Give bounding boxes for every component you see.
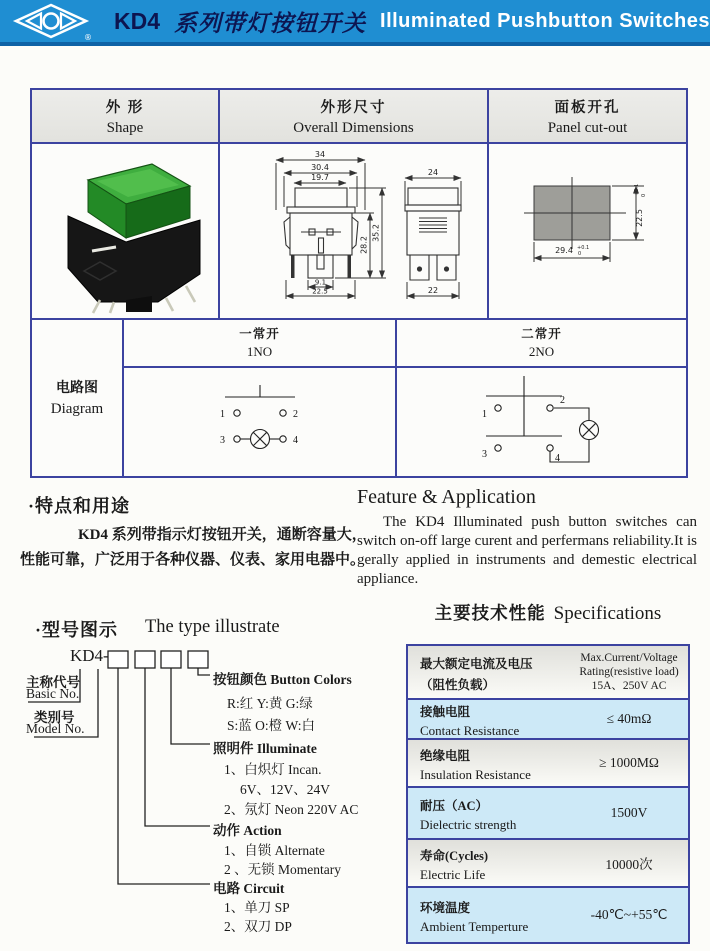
- terminal-2: 2: [560, 394, 565, 406]
- terminal-1: 1: [482, 408, 487, 420]
- circuit-1no: [175, 377, 345, 467]
- model-no-en: Model No.: [26, 721, 85, 736]
- spec-row-dielectric-strength: [408, 788, 688, 840]
- header-title: [114, 0, 710, 42]
- header-1no: [124, 318, 395, 366]
- specs-title: [406, 600, 690, 625]
- branch-illum-item1: 1、白炽灯 Incan.: [224, 762, 322, 777]
- col-dim-cn: 外形尺寸: [320, 99, 387, 116]
- terminal-3: 3: [482, 448, 487, 460]
- spec-row-electric-life: [408, 840, 688, 888]
- dim-22-5: 22.5: [312, 287, 328, 296]
- diagram-label-cn: 电路图: [56, 380, 98, 396]
- circuit-2no: [454, 370, 629, 475]
- header-bar: [0, 0, 710, 46]
- col-panel-cn: 面板开孔: [554, 99, 621, 116]
- side-view: [405, 168, 461, 299]
- model-no-cn: 类别号: [34, 710, 75, 725]
- dim-panel-h-tol-dn: 0: [641, 193, 647, 197]
- header-title-cn: 系列带灯按钮开关: [174, 9, 367, 36]
- feature-heading-cn: ·特点和用途: [28, 496, 131, 516]
- overall-dimensions-drawing: [223, 145, 483, 315]
- col-header-dimensions: [220, 90, 487, 142]
- diagram-row-label: [32, 318, 122, 476]
- dim-34: 34: [314, 150, 326, 159]
- model-chart-heading-en: The type illustrate: [145, 617, 280, 637]
- branch-action-item1: 1、自锁 Alternate: [224, 843, 325, 858]
- terminal-3: 3: [219, 435, 225, 446]
- spec-ambient-cn: 环境温度: [420, 901, 471, 915]
- spec-contact-value: ≤ 40mΩ: [606, 711, 652, 726]
- label-1no-cn: 一常开: [239, 327, 280, 341]
- spec-contact-cn: 接触电阻: [420, 705, 471, 719]
- spec-max-rating-v1: Max.Current/Voltage: [580, 652, 678, 664]
- circuit-1no-cell: [124, 368, 395, 476]
- circuit-2no-cell: [397, 368, 686, 476]
- spec-row-insulation-resistance: [408, 740, 688, 788]
- basic-no-cn: 主称代号: [26, 675, 80, 690]
- switch-photo: [40, 150, 212, 314]
- spec-life-value: 10000次: [605, 857, 653, 872]
- col-header-panel-cutout: [489, 90, 686, 142]
- dim-panel-w-tol-up: +0.1: [577, 245, 590, 251]
- feature-body-en: The KD4 Illuminated push button switches can switch on-off large curent and perfermans reliability.It is gerally applied in instruments and demestic electrical appliance.: [357, 514, 697, 587]
- basic-no-en: Basic No.: [26, 686, 80, 701]
- dim-panel-h: 22.5: [635, 209, 644, 227]
- dim-19-7: 19.7: [311, 173, 329, 182]
- model-prefix: KD4-: [70, 646, 109, 665]
- spec-row-contact-resistance: [408, 700, 688, 740]
- branch-colors-line2: S:蓝 O:橙 W:白: [227, 718, 316, 733]
- spec-row-max-rating: [408, 646, 688, 700]
- label-2no-en: 2NO: [528, 344, 555, 359]
- model-chart-heading-cn: ·型号图示: [35, 620, 119, 640]
- spec-life-cn: 寿命(Cycles): [420, 849, 489, 863]
- spec-ambient-en: Ambient Temperture: [420, 919, 529, 934]
- branch-illum-item1v: 6V、12V、24V: [240, 782, 330, 797]
- spec-dielectric-cn: 耐压（AC）: [420, 799, 489, 813]
- branch-circuit-item1: 1、单刀 SP: [224, 900, 290, 915]
- spec-max-rating-v3: 15A、250V AC: [591, 680, 667, 692]
- terminal-4: 4: [292, 435, 298, 446]
- col-shape-cn: 外 形: [105, 99, 145, 116]
- specs-title-en: Specifications: [553, 603, 662, 624]
- terminal-1: 1: [219, 409, 225, 420]
- branch-colors-title: 按钮颜色 Button Colors: [213, 672, 352, 687]
- dim-35-2: 35.2: [371, 224, 381, 242]
- branch-colors-line1: R:红 Y:黄 G:绿: [227, 696, 313, 711]
- spec-dielectric-value: 1500V: [610, 805, 648, 820]
- feature-cn-line2: 性能可靠，广泛用于各种仪器、仪表、家用电器中。: [20, 552, 366, 568]
- brand-eye-diamond-logo-icon: [12, 2, 92, 42]
- dim-panel-h-tol-up: +0.1: [634, 183, 640, 196]
- feature-heading-en: Feature & Application: [357, 486, 536, 508]
- terminal-2: 2: [292, 409, 298, 420]
- col-dim-en: Overall Dimensions: [293, 119, 414, 136]
- spec-insulation-value: ≥ 1000MΩ: [599, 755, 659, 770]
- branch-circuit-item2: 2、双刀 DP: [224, 919, 292, 934]
- model-code-tree: [20, 615, 370, 951]
- col-panel-en: Panel cut-out: [547, 119, 628, 136]
- spec-row-ambient-temperature: [408, 888, 688, 942]
- dim-9-1: 9.1: [314, 278, 327, 287]
- feature-cn-line1: KD4 系列带指示灯按钮开关，通断容量大，: [78, 527, 367, 543]
- spec-ambient-value: -40℃~+55℃: [590, 907, 668, 922]
- terminal-4: 4: [555, 452, 560, 464]
- spec-max-rating-cn1: 最大额定电流及电压: [420, 657, 533, 671]
- header-2no: [397, 318, 686, 366]
- spec-max-rating-cn2: （阻性负载）: [420, 678, 496, 692]
- front-view: [276, 150, 386, 299]
- dim-24: 24: [427, 168, 439, 177]
- branch-action-title: 动作 Action: [213, 823, 282, 838]
- col-header-shape: [32, 90, 218, 142]
- label-2no-cn: 二常开: [521, 327, 562, 341]
- registered-mark: ®: [84, 33, 92, 42]
- branch-circuit-title: 电路 Circuit: [213, 881, 285, 896]
- diagram-label-en: Diagram: [50, 400, 104, 417]
- dim-28-2: 28.2: [359, 236, 369, 254]
- spec-contact-en: Contact Resistance: [420, 723, 520, 738]
- specs-title-cn: 主要技术性能: [434, 603, 546, 623]
- label-1no-en: 1NO: [246, 344, 273, 359]
- overview-table: [30, 88, 688, 478]
- header-model-code: KD4: [114, 7, 161, 34]
- spec-insulation-cn: 绝缘电阻: [420, 749, 471, 763]
- branch-illum-title: 照明件 Illuminate: [213, 741, 317, 756]
- header-title-en: Illuminated Pushbutton Switches: [380, 9, 710, 32]
- spec-life-en: Electric Life: [420, 867, 486, 882]
- col-shape-en: Shape: [106, 119, 144, 136]
- dim-panel-w-tol-dn: 0: [578, 251, 582, 257]
- specs-table: [406, 644, 690, 944]
- spec-insulation-en: Insulation Resistance: [420, 767, 531, 782]
- dim-22: 22: [427, 286, 439, 295]
- hline-1: [32, 142, 686, 144]
- branch-action-item2: 2 、无锁 Momentary: [224, 862, 341, 877]
- panel-cutout-drawing: [490, 150, 685, 310]
- branch-illum-item2: 2、氖灯 Neon 220V AC: [224, 802, 359, 817]
- spec-max-rating-v2: Rating(resistive load): [579, 666, 679, 678]
- spec-dielectric-en: Dielectric strength: [420, 817, 517, 832]
- dim-panel-w: 29.4: [555, 246, 573, 255]
- dim-30-4: 30.4: [311, 163, 329, 172]
